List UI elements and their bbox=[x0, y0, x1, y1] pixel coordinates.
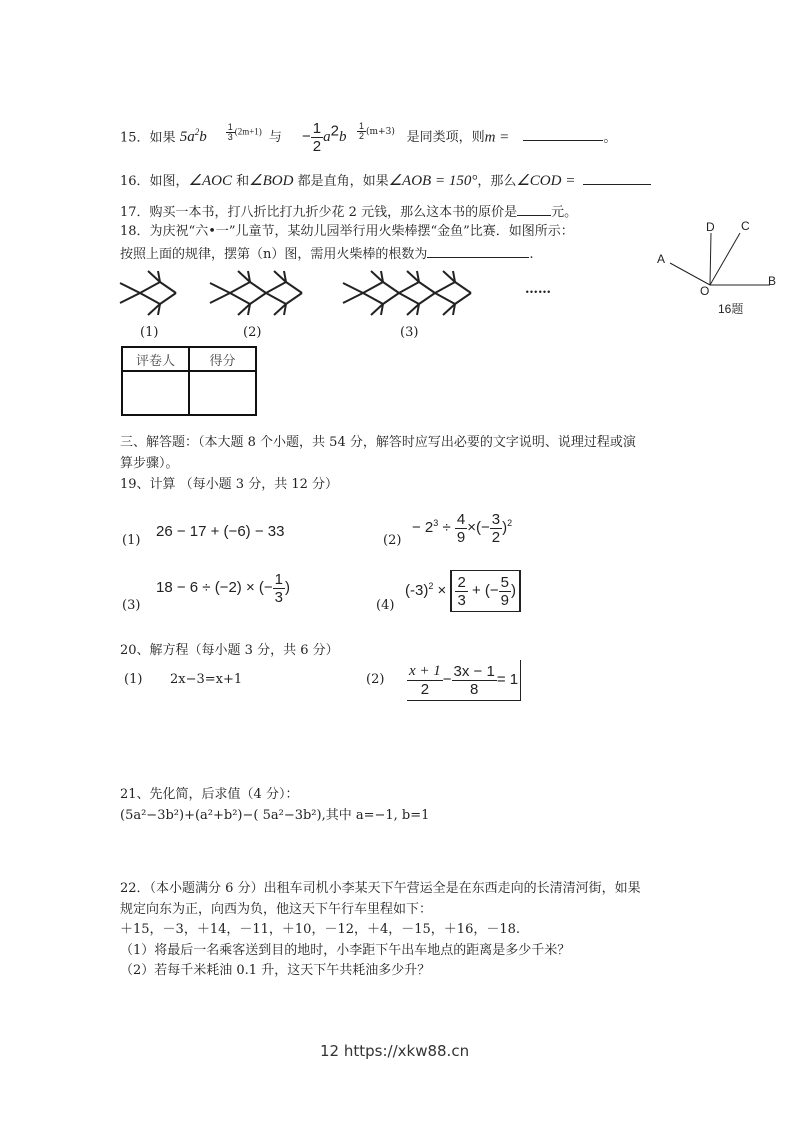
matchstick bbox=[160, 293, 176, 304]
e2-ae: 3 bbox=[433, 518, 439, 528]
score-table bbox=[121, 346, 257, 416]
matchstick bbox=[435, 282, 455, 293]
angle-aoc: ∠AOC bbox=[188, 173, 232, 189]
point-a: A bbox=[657, 252, 666, 266]
e4-tail: ) bbox=[511, 582, 516, 600]
q19-expr-1: 26 − 17 + (−6) − 33 bbox=[156, 523, 285, 540]
q18-end: . bbox=[529, 247, 534, 262]
q21-expr: (5a²−3b²)+(a²+b²)−( 5a²−3b²),其中 a=−1, b=1 bbox=[120, 808, 430, 823]
q22-sub2: （2）若每千米耗油 0.1 升，这天下午共耗油多少升？ bbox=[120, 963, 431, 978]
q19-label-3: (3) bbox=[122, 598, 141, 613]
ray-oa bbox=[670, 263, 710, 285]
q18-text: 按照上面的规律，摆第（n）图，需用火柴棒的根数为 bbox=[120, 247, 428, 262]
matchstick bbox=[210, 293, 230, 303]
e3-tail: ) bbox=[284, 579, 290, 596]
q15-end: 。 bbox=[603, 130, 617, 146]
q20-gn: 3x − 1 bbox=[453, 662, 495, 680]
q15-m: m = bbox=[484, 129, 510, 146]
q18-line1: 18．为庆祝“六•一”儿童节，某幼儿园举行用火柴棒摆“金鱼”比赛．如图所示： bbox=[120, 224, 574, 239]
q19-title: 19、计算 （每小题 3 分，共 12 分） bbox=[120, 477, 339, 492]
e2-op1: ÷ bbox=[442, 519, 451, 536]
footer-url: https://xkw88.cn bbox=[343, 1042, 470, 1060]
q15-prefix: 15．如果 bbox=[120, 130, 176, 146]
q16-mid2: ，那么 bbox=[477, 174, 517, 189]
q17-end: 元。 bbox=[551, 205, 578, 220]
q20-label-1: (1) bbox=[124, 672, 143, 687]
q19-label-4: (4) bbox=[376, 598, 395, 613]
t1: 5a bbox=[179, 129, 195, 146]
grader-header: 评卷人 bbox=[122, 347, 189, 371]
t2a: a bbox=[323, 129, 331, 146]
q17-text: 17．购买一本书，打八折比打九折少花 2 元钱，那么这本书的原价是 bbox=[120, 205, 518, 220]
e2-te: 2 bbox=[507, 518, 513, 528]
figure-label-3: (3) bbox=[400, 325, 419, 340]
section3-intro-1: 三、解答题：（本大题 8 个小题，共 54 分，解答时应写出必要的文字说明、说理过程或演 bbox=[120, 435, 636, 450]
q20-op: − bbox=[442, 671, 452, 688]
q19-expr-4 bbox=[405, 566, 521, 612]
e3-fd: 3 bbox=[274, 588, 283, 606]
q21-title: 21、先化简，后求值（4 分）： bbox=[120, 787, 299, 802]
e4-gd: 9 bbox=[500, 591, 509, 609]
matchstick bbox=[230, 293, 250, 304]
e4-gn: 5 bbox=[500, 573, 509, 591]
matchstick bbox=[140, 293, 160, 304]
matchstick bbox=[383, 282, 399, 293]
t2-den: 2 bbox=[312, 138, 322, 156]
e4-bracket bbox=[450, 570, 521, 612]
t1b: b bbox=[199, 129, 207, 146]
e4-fn: 2 bbox=[457, 573, 466, 591]
matchstick bbox=[210, 283, 230, 293]
e2-fn: 4 bbox=[456, 510, 466, 528]
q19-expr-2 bbox=[412, 505, 512, 546]
figure-label-2: (2) bbox=[243, 325, 262, 340]
point-b: B bbox=[768, 274, 777, 288]
point-c: C bbox=[741, 219, 750, 233]
ray-od bbox=[710, 233, 711, 285]
angle-cod: ∠COD = bbox=[516, 173, 576, 189]
angle-bod: ∠BOD bbox=[249, 173, 294, 189]
angle-aob: ∠AOB = 150° bbox=[388, 173, 478, 189]
point-d: D bbox=[706, 220, 715, 234]
t2-exp-tail: (m+3) bbox=[366, 127, 395, 138]
matchstick bbox=[399, 293, 419, 304]
matchstick bbox=[343, 293, 363, 303]
matchstick bbox=[140, 282, 160, 293]
matchstick bbox=[399, 282, 419, 293]
e4-ae: 2 bbox=[428, 581, 434, 591]
page-footer bbox=[320, 1043, 469, 1059]
matchstick bbox=[455, 293, 471, 304]
q19-expr-3 bbox=[156, 570, 290, 606]
matchstick bbox=[120, 293, 140, 303]
e3-fn: 1 bbox=[274, 570, 283, 588]
matchstick bbox=[286, 293, 302, 304]
e4-a: (-3) bbox=[405, 582, 429, 599]
e2-fd: 9 bbox=[456, 528, 466, 546]
t1-exp-tail: (2m+1) bbox=[234, 126, 262, 137]
e3-a: 18 − 6 ÷ (−2) × (− bbox=[156, 579, 273, 596]
q22-line2: 规定向东为正，向西为负，他这天下午行车里程如下： bbox=[120, 902, 433, 917]
matchstick bbox=[363, 282, 383, 293]
matchstick bbox=[286, 282, 302, 293]
e2-gn: 3 bbox=[491, 510, 501, 528]
t2-exp-num: 1 bbox=[358, 121, 364, 132]
point-o: O bbox=[700, 284, 710, 298]
t2-neg: − bbox=[301, 128, 311, 146]
ray-oc bbox=[710, 233, 740, 285]
q20-gd: 8 bbox=[470, 680, 479, 698]
score-header: 得分 bbox=[189, 347, 256, 371]
ellipsis: …… bbox=[525, 282, 551, 297]
matchstick bbox=[250, 282, 266, 293]
q20-eq: = 1 bbox=[496, 671, 519, 688]
matchstick bbox=[435, 293, 455, 304]
q20-expr-2 bbox=[407, 660, 521, 701]
t1-exp-num: 1 bbox=[227, 122, 233, 133]
q20-title: 20、解方程（每小题 3 分，共 6 分） bbox=[120, 643, 339, 658]
figure-label-1: (1) bbox=[140, 325, 159, 340]
q22-line1: 22．（本小题满分 6 分）出租车司机小李某天下午营运全是在东西走向的长清清河街，如果 bbox=[120, 881, 641, 896]
matchstick bbox=[419, 293, 435, 304]
q19-label-1: (1) bbox=[122, 533, 141, 548]
e4-mid: + (− bbox=[471, 582, 499, 600]
page-number: 12 bbox=[320, 1042, 340, 1060]
matchstick bbox=[455, 282, 471, 293]
q15-suffix: 是同类项，则 bbox=[406, 130, 485, 146]
q19-label-2: (2) bbox=[383, 533, 402, 548]
t2-exp-den: 2 bbox=[358, 131, 364, 142]
e4-op: × bbox=[437, 582, 447, 599]
matchstick bbox=[230, 282, 250, 293]
matchstick bbox=[419, 282, 435, 293]
e2-gd: 2 bbox=[491, 528, 501, 546]
t1-exp-den: 3 bbox=[227, 132, 233, 143]
q22-mileage: ＋15，－3，＋14，－11，＋10，－12，＋4，－15，＋16，－18. bbox=[120, 922, 521, 937]
matchstick bbox=[363, 293, 383, 304]
q20-fd: 2 bbox=[420, 680, 430, 698]
matchstick bbox=[250, 293, 266, 304]
e2-op2: ×(− bbox=[467, 519, 490, 536]
e4-fd: 3 bbox=[457, 591, 466, 609]
q16-mid: 都是直角，如果 bbox=[297, 174, 389, 189]
matchstick bbox=[120, 283, 140, 293]
q20-expr-1: 2x−3=x+1 bbox=[170, 672, 243, 687]
score-cell[interactable] bbox=[189, 371, 256, 415]
q16-prefix: 16．如图， bbox=[120, 174, 189, 189]
matchstick bbox=[160, 282, 176, 293]
section3-intro-2: 算步骤）。 bbox=[120, 456, 179, 471]
q16-and: 和 bbox=[236, 174, 250, 189]
q20-label-2: (2) bbox=[366, 672, 385, 687]
matchstick bbox=[383, 293, 399, 304]
t2a-exp: 2 bbox=[330, 123, 339, 140]
matchstick bbox=[266, 282, 286, 293]
figure-caption-16: 16题 bbox=[718, 302, 744, 316]
q22-sub1: （1）将最后一名乘客送到目的地时，小李距下午出车地点的距离是多少千米？ bbox=[120, 943, 571, 958]
matchstick bbox=[343, 283, 363, 293]
matchstick bbox=[266, 293, 286, 304]
e2-tail: ) bbox=[502, 519, 508, 536]
grader-cell[interactable] bbox=[122, 371, 189, 415]
q20-fn: x + 1 bbox=[409, 662, 441, 679]
q15-mid: 与 bbox=[268, 130, 282, 146]
t2b: b bbox=[338, 129, 347, 146]
e2-a: − 2 bbox=[412, 519, 434, 536]
t1-exp: 2 bbox=[194, 127, 200, 138]
t2-num: 1 bbox=[312, 120, 322, 138]
